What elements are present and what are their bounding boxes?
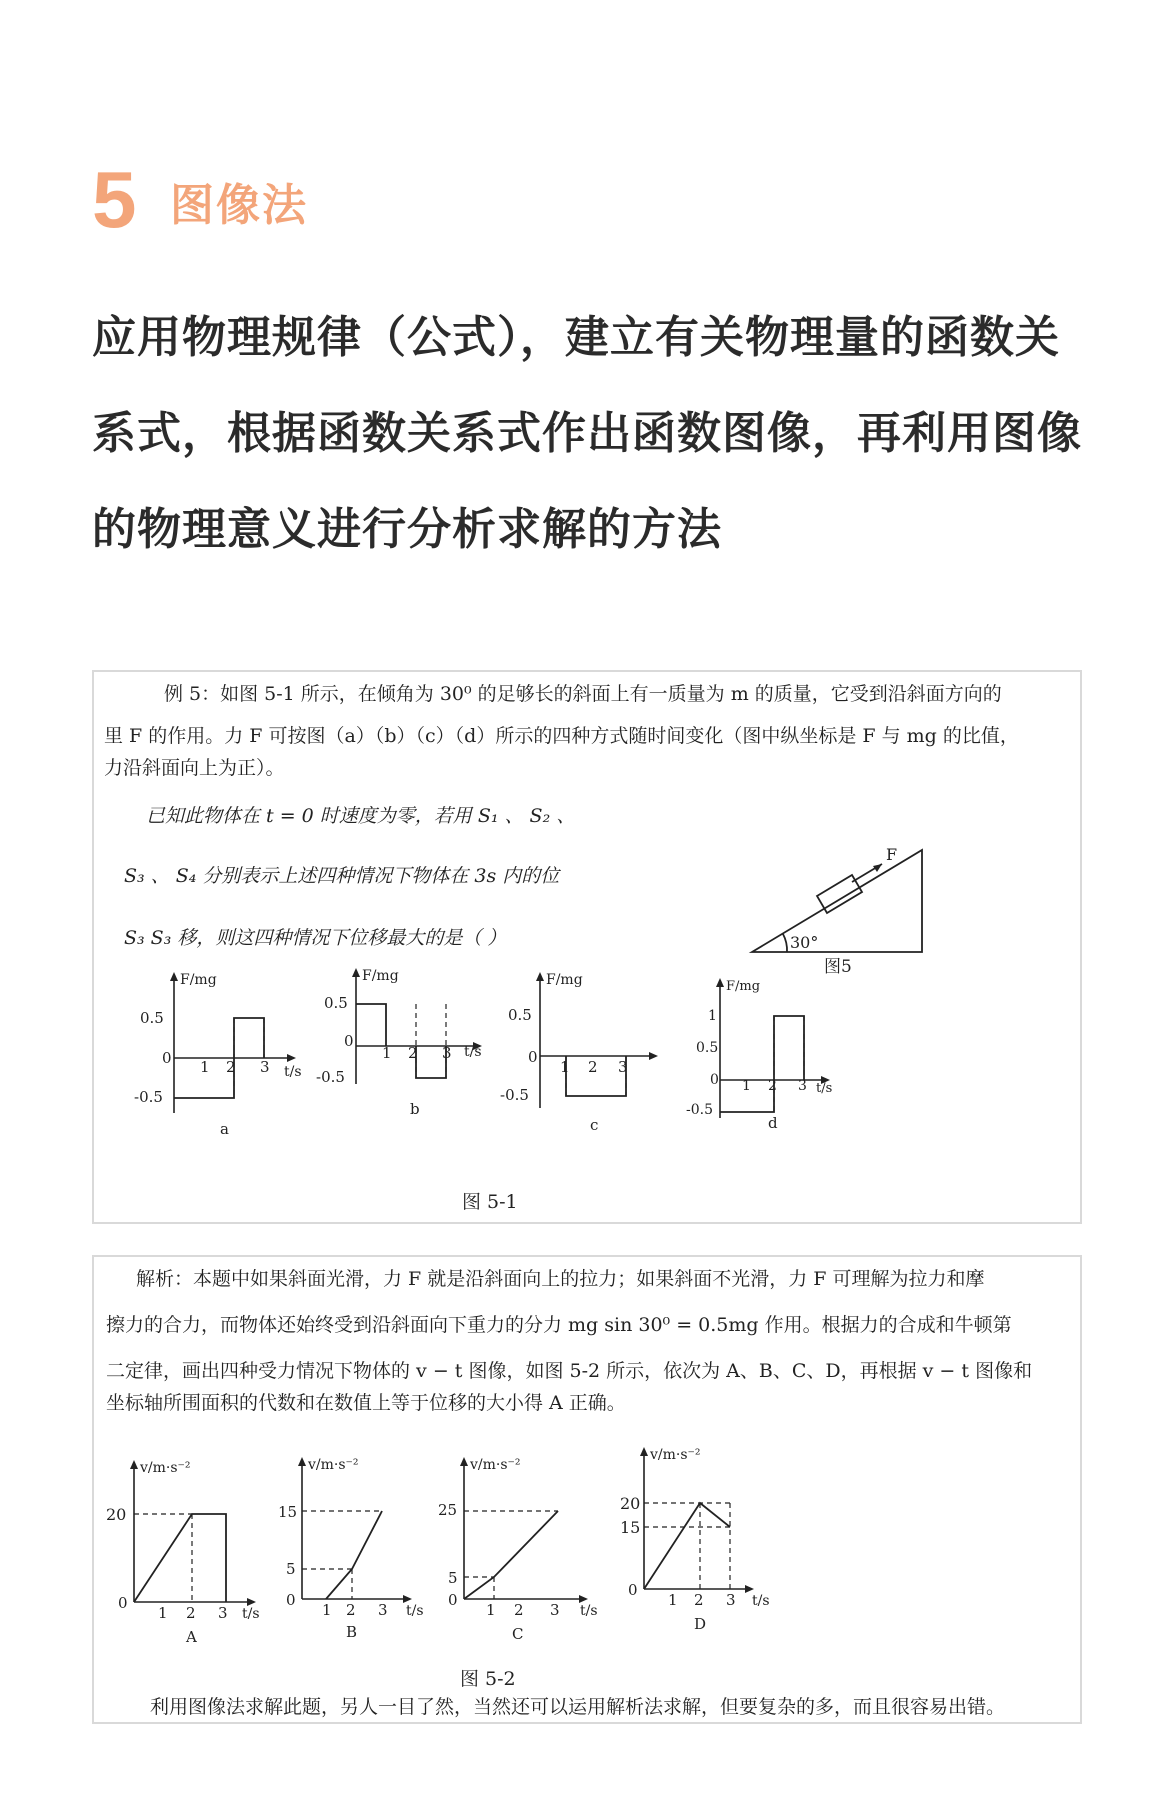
velocity-b-ytick-2: 0 xyxy=(286,1591,296,1609)
velocity-b-ytick-0: 15 xyxy=(278,1503,298,1521)
force-a-ytick-1: 0 xyxy=(162,1049,172,1067)
example-line-1: 例 5：如图 5-1 所示，在倾角为 30⁰ 的足够长的斜面上有一质量为 m 的质量，它受到沿斜面方向的 xyxy=(164,683,1002,705)
force-b-ytick-1: 0 xyxy=(344,1032,354,1050)
force-d-xtick-1: 2 xyxy=(768,1078,777,1094)
example-line-4: 已知此物体在 t = 0 时速度为零，若用 S₁ 、 S₂ 、 xyxy=(146,805,576,827)
force-b-label: b xyxy=(410,1100,420,1118)
force-b-xlabel: t/s xyxy=(464,1044,482,1060)
velocity-b-ytick-1: 5 xyxy=(286,1560,296,1578)
force-d-ytick-0: 1 xyxy=(708,1008,717,1024)
velocity-a-ytick-0: 20 xyxy=(106,1505,127,1524)
example-line-6: S₃ S₃ 移，则这四种情况下位移最大的是（ ） xyxy=(124,927,507,949)
analysis-box xyxy=(92,1255,1082,1724)
incline-caption: 图5 xyxy=(824,957,852,977)
section-title: 图像法 xyxy=(170,180,308,231)
velocity-d-xlabel: t/s xyxy=(752,1593,770,1609)
force-a-xlabel: t/s xyxy=(284,1064,302,1080)
force-d-ytick-1: 0.5 xyxy=(696,1040,719,1056)
force-b-ytick-0: 0.5 xyxy=(324,994,348,1012)
velocity-a-ylabel: v/m·s⁻² xyxy=(140,1460,191,1476)
force-d-xlabel: t/s xyxy=(816,1081,833,1096)
analysis-line-4: 坐标轴所围面积的代数和在数值上等于位移的大小得 A 正确。 xyxy=(106,1392,626,1414)
velocity-a-xtick-0: 1 xyxy=(158,1604,168,1622)
force-a-label: a xyxy=(220,1120,229,1138)
force-a-ytick-0: 0.5 xyxy=(140,1009,164,1027)
example-box xyxy=(92,670,1082,1224)
velocity-c-ytick-1: 5 xyxy=(448,1569,458,1587)
force-c-ytick-2: -0.5 xyxy=(500,1086,529,1104)
force-a-ytick-2: -0.5 xyxy=(134,1088,163,1106)
velocity-a-label: A xyxy=(186,1628,197,1646)
force-c-label: c xyxy=(590,1116,599,1134)
velocity-chart-d xyxy=(614,1439,784,1639)
force-b-ytick-2: -0.5 xyxy=(316,1068,345,1086)
force-chart-d xyxy=(676,968,856,1138)
velocity-b-xtick-2: 3 xyxy=(378,1601,388,1619)
velocity-c-label: C xyxy=(512,1625,524,1643)
force-b-ylabel: F/mg xyxy=(362,968,399,984)
force-a-ylabel: F/mg xyxy=(180,972,217,988)
velocity-c-ytick-0: 25 xyxy=(438,1501,458,1519)
force-chart-b xyxy=(316,964,496,1134)
force-c-ytick-0: 0.5 xyxy=(508,1006,532,1024)
force-d-ytick-2: 0 xyxy=(710,1072,719,1088)
velocity-b-ylabel: v/m·s⁻² xyxy=(308,1457,359,1473)
incline-angle-label: 30° xyxy=(790,933,819,952)
velocity-chart-c xyxy=(434,1449,604,1649)
intro-paragraph: 应用物理规律（公式），建立有关物理量的函数关系式，根据函数关系式作出函数图像，再利用图像的物理意义进行分析求解的方法 xyxy=(92,312,1082,555)
force-c-ytick-1: 0 xyxy=(528,1048,538,1066)
figure-5-2-caption: 图 5-2 xyxy=(460,1668,516,1690)
incline-diagram xyxy=(742,844,942,977)
velocity-b-xlabel: t/s xyxy=(406,1603,424,1619)
velocity-a-xtick-2: 3 xyxy=(218,1604,228,1622)
example-line-5: S₃ 、 S₄ 分别表示上述四种情况下物体在 3s 内的位 xyxy=(124,865,560,887)
velocity-b-label: B xyxy=(346,1623,358,1641)
example-line-2: 里 F 的作用。力 F 可按图（a）（b）（c）（d）所示的四种方式随时间变化（图中纵坐标是 F 与 mg 的比值， xyxy=(104,725,1019,747)
velocity-chart-a xyxy=(104,1452,274,1652)
force-c-xtick-2: 3 xyxy=(618,1058,628,1076)
velocity-d-xtick-2: 3 xyxy=(726,1591,736,1609)
figure-5-1-caption: 图 5-1 xyxy=(462,1191,518,1213)
force-d-label: d xyxy=(768,1114,778,1132)
velocity-d-ylabel: v/m·s⁻² xyxy=(650,1447,701,1463)
force-d-xtick-0: 1 xyxy=(742,1078,751,1094)
force-d-ylabel: F/mg xyxy=(726,979,761,994)
analysis-line-2: 擦力的合力，而物体还始终受到沿斜面向下重力的分力 mg sin 30⁰ = 0.5mg 作用。根据力的合成和牛顿第 xyxy=(106,1314,1012,1336)
velocity-c-xtick-1: 2 xyxy=(514,1601,524,1619)
analysis-conclusion: 利用图像法求解此题，另人一目了然，当然还可以运用解析法求解，但要复杂的多，而且很容易出错。 xyxy=(150,1696,1006,1718)
section-number: 5 xyxy=(92,155,137,244)
velocity-c-ytick-2: 0 xyxy=(448,1591,458,1609)
force-b-xtick-2: 3 xyxy=(442,1044,452,1062)
force-c-xtick-1: 2 xyxy=(588,1058,598,1076)
incline-force-label: F xyxy=(886,845,898,864)
section-heading xyxy=(92,150,692,250)
force-c-xtick-0: 1 xyxy=(560,1058,570,1076)
velocity-d-ytick-0: 20 xyxy=(620,1494,641,1513)
velocity-b-xtick-1: 2 xyxy=(346,1601,356,1619)
force-c-ylabel: F/mg xyxy=(546,972,583,988)
velocity-d-label: D xyxy=(694,1615,707,1633)
velocity-d-ytick-2: 0 xyxy=(628,1581,638,1599)
velocity-c-xlabel: t/s xyxy=(580,1603,598,1619)
velocity-chart-b xyxy=(272,1449,442,1649)
force-chart-a xyxy=(132,968,312,1138)
velocity-d-xtick-1: 2 xyxy=(694,1591,704,1609)
velocity-a-xtick-1: 2 xyxy=(186,1604,196,1622)
force-d-xtick-2: 3 xyxy=(798,1078,807,1094)
analysis-line-1: 解析：本题中如果斜面光滑，力 F 就是沿斜面向上的拉力；如果斜面不光滑，力 F 可理解为拉力和摩 xyxy=(136,1268,985,1290)
velocity-c-xtick-0: 1 xyxy=(486,1601,496,1619)
velocity-a-xlabel: t/s xyxy=(242,1606,260,1622)
force-a-xtick-2: 3 xyxy=(260,1058,270,1076)
velocity-d-ytick-1: 15 xyxy=(620,1518,641,1537)
force-a-xtick-1: 2 xyxy=(226,1058,236,1076)
analysis-line-3: 二定律，画出四种受力情况下物体的 v − t 图像，如图 5-2 所示，依次为 A、B、C、D，再根据 v − t 图像和 xyxy=(106,1360,1033,1382)
velocity-c-xtick-2: 3 xyxy=(550,1601,560,1619)
force-d-ytick-3: -0.5 xyxy=(686,1102,713,1118)
velocity-d-xtick-0: 1 xyxy=(668,1591,678,1609)
velocity-a-ytick-1: 0 xyxy=(118,1594,128,1612)
force-b-xtick-0: 1 xyxy=(382,1044,392,1062)
velocity-c-ylabel: v/m·s⁻² xyxy=(470,1457,521,1473)
example-line-3: 力沿斜面向上为正）。 xyxy=(104,757,285,779)
velocity-b-xtick-0: 1 xyxy=(322,1601,332,1619)
force-a-xtick-0: 1 xyxy=(200,1058,210,1076)
force-b-xtick-1: 2 xyxy=(408,1044,418,1062)
force-chart-c xyxy=(498,968,678,1138)
